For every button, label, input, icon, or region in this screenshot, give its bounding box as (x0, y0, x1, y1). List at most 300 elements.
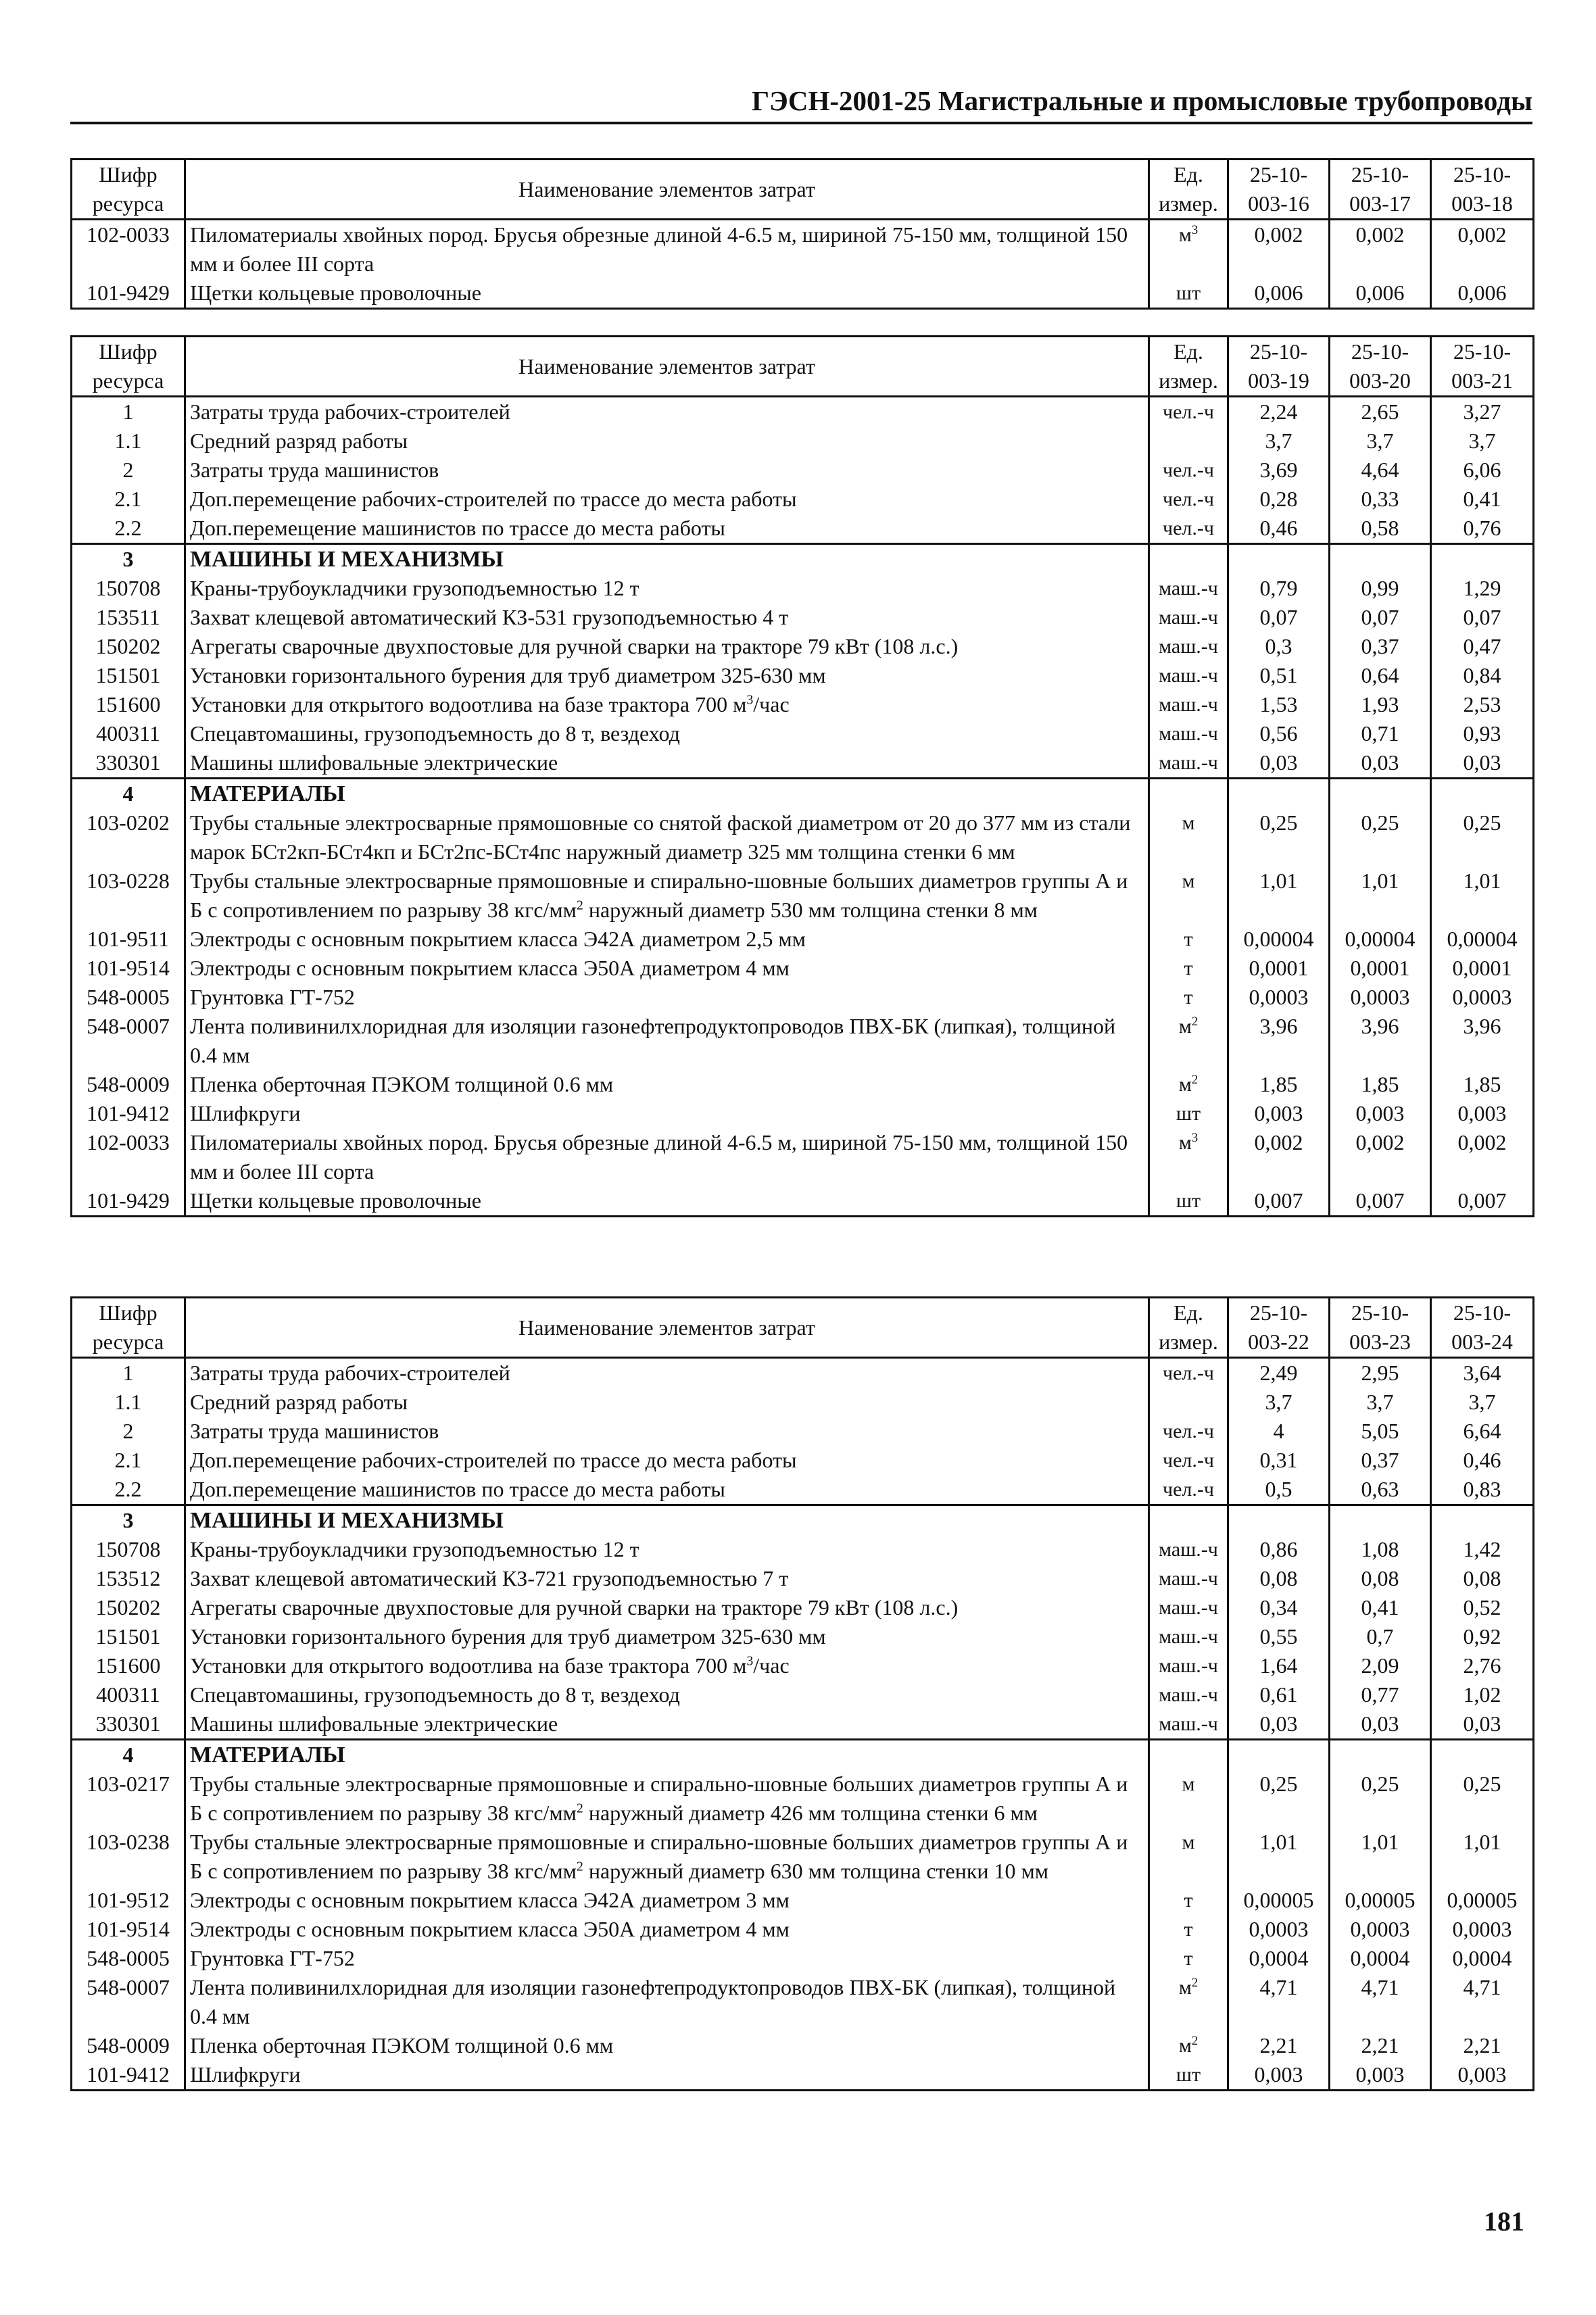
table-row (72, 748, 1534, 779)
norm-value: 0,0003 (1330, 983, 1431, 1012)
cost-element-name: Трубы стальные электросварные прямошовные со снятой фаской диаметром от 20 до 377 мм из стали марок БСт2кп-БСт4кп и БСт2пс-БСт4пс наружный диаметр 325 мм толщина стенки 6 мм (185, 808, 1149, 867)
norm-value: 3,7 (1431, 427, 1534, 456)
resource-code: 101-9412 (72, 1099, 185, 1128)
resource-code: 4 (72, 1740, 185, 1770)
table-row (72, 2060, 1534, 2091)
page-header-title: ГЭСН-2001-25 Магистральные и промысловые трубопроводы (751, 85, 1532, 116)
cost-element-name: Установки для открытого водоотлива на базе трактора 700 $м^3$/час (185, 1651, 1149, 1680)
norm-value: 1,01 (1228, 1828, 1330, 1886)
cost-element-name: Шлифкруги (185, 1099, 1149, 1128)
unit-of-measure: м (1149, 808, 1228, 867)
norm-value: 0,0004 (1330, 1944, 1431, 1973)
resource-code: 150708 (72, 1535, 185, 1564)
resource-code: 1.1 (72, 427, 185, 456)
table-row (72, 1651, 1534, 1680)
cost-element-name: Щетки кольцевые проволочные (185, 278, 1149, 309)
unit-of-measure: маш.-ч (1149, 603, 1228, 632)
unit-of-measure: чел.-ч (1149, 485, 1228, 514)
norm-value: 1,01 (1431, 867, 1534, 925)
norm-value: 0,03 (1330, 748, 1431, 779)
norm-value: 2,24 (1228, 397, 1330, 427)
page-number: 181 (1484, 2206, 1524, 2237)
table-row (72, 954, 1534, 983)
norm-value: 1,02 (1431, 1680, 1534, 1709)
norm-value: 0,37 (1330, 1446, 1431, 1475)
norm-value: 0,0003 (1330, 1915, 1431, 1944)
norm-value: 3,96 (1228, 1012, 1330, 1070)
norm-value: 1,08 (1330, 1535, 1431, 1564)
unit-of-measure: чел.-ч (1149, 397, 1228, 427)
norm-value: 2,95 (1330, 1358, 1431, 1388)
table-row (72, 278, 1534, 309)
resource-code: 150202 (72, 632, 185, 661)
resource-code: 2 (72, 1417, 185, 1446)
norm-value: 0,25 (1228, 808, 1330, 867)
table-row (72, 1973, 1534, 2031)
norm-value: 0,006 (1330, 278, 1431, 309)
norm-value: 0,002 (1228, 220, 1330, 279)
superscript-exponent: 2 (576, 1801, 583, 1816)
norm-value: 0,99 (1330, 574, 1431, 603)
norm-value: 0,33 (1330, 485, 1431, 514)
unit-of-measure: м (1149, 1828, 1228, 1886)
superscript-exponent: 2 (1191, 2034, 1199, 2048)
cost-element-name: Затраты труда машинистов (185, 456, 1149, 485)
norm-value: 3,96 (1330, 1012, 1431, 1070)
cost-element-name: Машины шлифовальные электрические (185, 1709, 1149, 1740)
norm-value: 6,06 (1431, 456, 1534, 485)
cost-element-name: Грунтовка ГТ-752 (185, 983, 1149, 1012)
resource-code: 548-0009 (72, 1070, 185, 1099)
norm-value: 0,25 (1330, 1770, 1431, 1828)
resource-code: 400311 (72, 719, 185, 748)
column-header-name: Наименование элементов затрат (185, 160, 1149, 220)
norm-value: 0,25 (1228, 1770, 1330, 1828)
norm-value: 4,71 (1431, 1973, 1534, 2031)
norm-value: 4,64 (1330, 456, 1431, 485)
cost-element-name: Шлифкруги (185, 2060, 1149, 2091)
table-row (72, 1358, 1534, 1388)
cost-element-name: Затраты труда машинистов (185, 1417, 1149, 1446)
unit-of-measure: т (1149, 1944, 1228, 1973)
resource-code: 101-9429 (72, 1186, 185, 1217)
superscript-exponent: 3 (1191, 1131, 1199, 1145)
section-title: МАШИНЫ И МЕХАНИЗМЫ (185, 1505, 1149, 1536)
norm-value: 0,93 (1431, 719, 1534, 748)
cost-element-name: Доп.перемещение рабочих-строителей по трассе до места работы (185, 485, 1149, 514)
column-header-name: Наименование элементов затрат (185, 337, 1149, 397)
norm-value: 0,46 (1431, 1446, 1534, 1475)
column-header-norm-code: 25-10-003-22 (1228, 1298, 1330, 1358)
resource-code: 2 (72, 456, 185, 485)
cost-element-name: Захват клещевой автоматический КЗ-721 грузоподъемностью 7 т (185, 1564, 1149, 1593)
norm-value: 1,01 (1330, 1828, 1431, 1886)
table-row (72, 1388, 1534, 1417)
superscript-exponent: 2 (576, 898, 583, 913)
cost-table-3 (70, 1296, 1534, 2091)
norm-value: 0,0004 (1228, 1944, 1330, 1973)
column-header-unit: Ед. измер. (1149, 1298, 1228, 1358)
table-row (72, 574, 1534, 603)
table-row (72, 1186, 1534, 1217)
cost-element-name: Доп.перемещение машинистов по трассе до места работы (185, 514, 1149, 544)
norm-value: 1,85 (1431, 1070, 1534, 1099)
norm-value: 0,003 (1431, 1099, 1534, 1128)
unit-of-measure: чел.-ч (1149, 514, 1228, 544)
resource-code: 101-9412 (72, 2060, 185, 2091)
unit-of-measure: чел.-ч (1149, 1446, 1228, 1475)
norm-value (1431, 1505, 1534, 1536)
table-row (72, 1070, 1534, 1099)
norm-value: 2,09 (1330, 1651, 1431, 1680)
cost-element-name: Установки горизонтального бурения для труб диаметром 325-630 мм (185, 661, 1149, 690)
norm-value: 0,84 (1431, 661, 1534, 690)
table-row (72, 1417, 1534, 1446)
cost-element-name: Краны-трубоукладчики грузоподъемностью 12 т (185, 574, 1149, 603)
unit-of-measure: маш.-ч (1149, 1709, 1228, 1740)
cost-element-name: Спецавтомашины, грузоподъемность до 8 т, вездеход (185, 1680, 1149, 1709)
superscript-exponent: 2 (1191, 1073, 1199, 1087)
unit-of-measure: маш.-ч (1149, 1622, 1228, 1651)
resource-code: 102-0033 (72, 1128, 185, 1186)
norm-value (1330, 1505, 1431, 1536)
table-row (72, 632, 1534, 661)
norm-value: 0,47 (1431, 632, 1534, 661)
superscript-exponent: 2 (576, 1859, 583, 1874)
norm-value: 0,37 (1330, 632, 1431, 661)
cost-element-name: Пиломатериалы хвойных пород. Брусья обрезные длиной 4-6.5 м, шириной 75-150 мм, толщиной 150 мм и более III сорта (185, 1128, 1149, 1186)
cost-element-name: Установки горизонтального бурения для труб диаметром 325-630 мм (185, 1622, 1149, 1651)
column-header-code: Шифр ресурса (72, 337, 185, 397)
norm-value: 0,56 (1228, 719, 1330, 748)
resource-code: 548-0005 (72, 1944, 185, 1973)
norm-value: 3,7 (1330, 1388, 1431, 1417)
table-row (72, 427, 1534, 456)
norm-value: 0,51 (1228, 661, 1330, 690)
norm-value: 0,07 (1431, 603, 1534, 632)
column-header-norm-code: 25-10-003-24 (1431, 1298, 1534, 1358)
norm-value: 0,03 (1431, 748, 1534, 779)
table-row (72, 1128, 1534, 1186)
cost-element-name: Лента поливинилхлоридная для изоляции газонефтепродуктопроводов ПВХ-БК (липкая), толщиной 0.4 мм (185, 1012, 1149, 1070)
norm-value: 0,003 (1431, 2060, 1534, 2091)
resource-code: 153511 (72, 603, 185, 632)
cost-element-name: Щетки кольцевые проволочные (185, 1186, 1149, 1217)
resource-code: 400311 (72, 1680, 185, 1709)
norm-value: 0,63 (1330, 1475, 1431, 1505)
unit-of-measure: $м^2$ (1149, 1012, 1228, 1070)
column-header-norm-code: 25-10-003-19 (1228, 337, 1330, 397)
resource-code: 103-0238 (72, 1828, 185, 1886)
unit-of-measure: маш.-ч (1149, 719, 1228, 748)
norm-value: 0,003 (1330, 2060, 1431, 2091)
norm-value: 0,0001 (1228, 954, 1330, 983)
norm-value: 0,61 (1228, 1680, 1330, 1709)
cost-element-name: Электроды с основным покрытием класса Э42А диаметром 2,5 мм (185, 925, 1149, 954)
norm-value: 0,08 (1228, 1564, 1330, 1593)
cost-element-name: Грунтовка ГТ-752 (185, 1944, 1149, 1973)
cost-element-name: Пленка оберточная ПЭКОМ толщиной 0.6 мм (185, 2031, 1149, 2060)
norm-value: 0,25 (1431, 808, 1534, 867)
unit-of-measure: $м^2$ (1149, 1070, 1228, 1099)
unit-of-measure: чел.-ч (1149, 1475, 1228, 1505)
norm-value: 0,08 (1330, 1564, 1431, 1593)
norm-value: 0,0003 (1228, 983, 1330, 1012)
unit-of-measure (1149, 1388, 1228, 1417)
norm-value: 4,71 (1330, 1973, 1431, 2031)
norm-value (1228, 1505, 1330, 1536)
table-row (72, 1475, 1534, 1505)
norm-value: 0,002 (1431, 1128, 1534, 1186)
cost-element-name: Средний разряд работы (185, 1388, 1149, 1417)
norm-value: 0,0001 (1431, 954, 1534, 983)
resource-code: 151501 (72, 661, 185, 690)
cost-element-name: Доп.перемещение рабочих-строителей по трассе до места работы (185, 1446, 1149, 1475)
column-header-code: Шифр ресурса (72, 1298, 185, 1358)
column-header-norm-code: 25-10-003-16 (1228, 160, 1330, 220)
unit-of-measure: т (1149, 925, 1228, 954)
norm-value: 0,00004 (1330, 925, 1431, 954)
unit-of-measure: чел.-ч (1149, 1358, 1228, 1388)
table-row (72, 1709, 1534, 1740)
norm-value (1431, 544, 1534, 575)
norm-value: 3,27 (1431, 397, 1534, 427)
unit-of-measure: маш.-ч (1149, 632, 1228, 661)
norm-value: 0,007 (1431, 1186, 1534, 1217)
cost-element-name: Затраты труда рабочих-строителей (185, 397, 1149, 427)
superscript-exponent: 2 (1191, 1976, 1199, 1990)
unit-of-measure: маш.-ч (1149, 661, 1228, 690)
resource-code: 103-0217 (72, 1770, 185, 1828)
superscript-exponent: 2 (1191, 1015, 1199, 1029)
unit-of-measure: $м^2$ (1149, 2031, 1228, 2060)
norm-value: 3,96 (1431, 1012, 1534, 1070)
unit-of-measure: маш.-ч (1149, 574, 1228, 603)
table-row (72, 1886, 1534, 1915)
table-row (72, 690, 1534, 719)
cost-element-name: Средний разряд работы (185, 427, 1149, 456)
norm-value: 0,46 (1228, 514, 1330, 544)
norm-value: 1,85 (1228, 1070, 1330, 1099)
norm-value: 3,7 (1431, 1388, 1534, 1417)
cost-element-name: Трубы стальные электросварные прямошовные и спирально-шовные больших диаметров группы А и Б с сопротивлением по разрыву 38 кгс/$мм^2$ наружный диаметр 426 мм толщина стенки 6 мм (185, 1770, 1149, 1828)
norm-value: 0,28 (1228, 485, 1330, 514)
resource-code: 4 (72, 779, 185, 809)
table-row (72, 719, 1534, 748)
unit-of-measure: маш.-ч (1149, 748, 1228, 779)
table-row (72, 1099, 1534, 1128)
norm-value: 3,7 (1228, 1388, 1330, 1417)
unit-of-measure: $м^2$ (1149, 1973, 1228, 2031)
norm-value: 1,93 (1330, 690, 1431, 719)
unit-of-measure: т (1149, 983, 1228, 1012)
norm-value: 5,05 (1330, 1417, 1431, 1446)
unit-of-measure: маш.-ч (1149, 1535, 1228, 1564)
norm-value: 0,71 (1330, 719, 1431, 748)
norm-value: 0,002 (1228, 1128, 1330, 1186)
norm-value: 0,00005 (1228, 1886, 1330, 1915)
unit-of-measure: шт (1149, 278, 1228, 309)
cost-element-name: Лента поливинилхлоридная для изоляции газонефтепродуктопроводов ПВХ-БК (липкая), толщиной 0.4 мм (185, 1973, 1149, 2031)
table-row (72, 661, 1534, 690)
table-header-row (72, 160, 1534, 220)
table-row (72, 925, 1534, 954)
norm-value: 4,71 (1228, 1973, 1330, 2031)
norm-value: 0,25 (1431, 1770, 1534, 1828)
cost-element-name: Трубы стальные электросварные прямошовные и спирально-шовные больших диаметров группы А и Б с сопротивлением по разрыву 38 кгс/$мм^2$ наружный диаметр 630 мм толщина стенки 10 мм (185, 1828, 1149, 1886)
resource-code: 151501 (72, 1622, 185, 1651)
norm-value: 0,79 (1228, 574, 1330, 603)
cost-table-1 (70, 158, 1534, 310)
unit-of-measure (1149, 427, 1228, 456)
table-row (72, 1680, 1534, 1709)
cost-element-name: Электроды с основным покрытием класса Э50А диаметром 4 мм (185, 954, 1149, 983)
cost-table-2 (70, 335, 1534, 1217)
norm-value: 1,85 (1330, 1070, 1431, 1099)
table-row (72, 1593, 1534, 1622)
norm-value: 3,69 (1228, 456, 1330, 485)
table-row (72, 983, 1534, 1012)
norm-value: 6,64 (1431, 1417, 1534, 1446)
norm-value: 1,29 (1431, 574, 1534, 603)
table-row (72, 2031, 1534, 2060)
norm-value: 0,77 (1330, 1680, 1431, 1709)
cost-element-name: Доп.перемещение машинистов по трассе до места работы (185, 1475, 1149, 1505)
table-row (72, 397, 1534, 427)
norm-value: 0,3 (1228, 632, 1330, 661)
resource-code: 153512 (72, 1564, 185, 1593)
table-row (72, 1828, 1534, 1886)
norm-value: 1,01 (1330, 867, 1431, 925)
unit-of-measure: т (1149, 1915, 1228, 1944)
norm-value: 1,01 (1431, 1828, 1534, 1886)
resource-code: 1 (72, 397, 185, 427)
norm-value: 0,002 (1330, 220, 1431, 279)
norm-value: 0,92 (1431, 1622, 1534, 1651)
section-heading-row (72, 1740, 1534, 1770)
norm-value: 2,65 (1330, 397, 1431, 427)
norm-value: 0,002 (1431, 220, 1534, 279)
norm-value (1431, 1740, 1534, 1770)
norm-value (1330, 779, 1431, 809)
unit-of-measure: шт (1149, 1099, 1228, 1128)
unit-of-measure: шт (1149, 2060, 1228, 2091)
superscript-exponent: 3 (746, 1653, 754, 1669)
section-title: МАТЕРИАЛЫ (185, 779, 1149, 809)
cost-element-name: Краны-трубоукладчики грузоподъемностью 12 т (185, 1535, 1149, 1564)
norm-value: 0,86 (1228, 1535, 1330, 1564)
table-header-row (72, 337, 1534, 397)
norm-value: 0,002 (1330, 1128, 1431, 1186)
norm-value: 0,007 (1330, 1186, 1431, 1217)
table-row (72, 485, 1534, 514)
resource-code: 103-0228 (72, 867, 185, 925)
cost-element-name: Агрегаты сварочные двухпостовые для ручной сварки на тракторе 79 кВт (108 л.с.) (185, 1593, 1149, 1622)
norm-value: 0,5 (1228, 1475, 1330, 1505)
resource-code: 2.2 (72, 514, 185, 544)
unit-of-measure: м (1149, 1770, 1228, 1828)
norm-value: 2,76 (1431, 1651, 1534, 1680)
norm-value (1228, 779, 1330, 809)
column-header-norm-code: 25-10-003-17 (1330, 160, 1431, 220)
resource-code: 1.1 (72, 1388, 185, 1417)
table-row (72, 1915, 1534, 1944)
unit-of-measure: чел.-ч (1149, 456, 1228, 485)
norm-value: 0,55 (1228, 1622, 1330, 1651)
table-row (72, 456, 1534, 485)
resource-code: 101-9514 (72, 1915, 185, 1944)
table-row (72, 1564, 1534, 1593)
norm-value: 0,34 (1228, 1593, 1330, 1622)
unit-of-measure (1149, 1505, 1228, 1536)
superscript-exponent: 3 (1191, 223, 1199, 237)
column-header-code: Шифр ресурса (72, 160, 185, 220)
norm-value (1228, 544, 1330, 575)
norm-value (1330, 1740, 1431, 1770)
resource-code: 150708 (72, 574, 185, 603)
cost-element-name: Агрегаты сварочные двухпостовые для ручной сварки на тракторе 79 кВт (108 л.с.) (185, 632, 1149, 661)
resource-code: 2.1 (72, 1446, 185, 1475)
norm-value (1228, 1740, 1330, 1770)
table-row (72, 867, 1534, 925)
resource-code: 330301 (72, 748, 185, 779)
table-row (72, 1446, 1534, 1475)
column-header-norm-code: 25-10-003-18 (1431, 160, 1534, 220)
cost-element-name: Машины шлифовальные электрические (185, 748, 1149, 779)
norm-value: 0,00005 (1431, 1886, 1534, 1915)
norm-value: 0,07 (1228, 603, 1330, 632)
unit-of-measure (1149, 1740, 1228, 1770)
column-header-norm-code: 25-10-003-23 (1330, 1298, 1431, 1358)
norm-value: 1,42 (1431, 1535, 1534, 1564)
unit-of-measure: т (1149, 954, 1228, 983)
norm-value: 0,00004 (1431, 925, 1534, 954)
column-header-unit: Ед. измер. (1149, 337, 1228, 397)
column-header-norm-code: 25-10-003-20 (1330, 337, 1431, 397)
norm-value: 0,07 (1330, 603, 1431, 632)
norm-value: 0,0001 (1330, 954, 1431, 983)
norm-value: 0,52 (1431, 1593, 1534, 1622)
unit-of-measure (1149, 544, 1228, 575)
cost-element-name: Трубы стальные электросварные прямошовные и спирально-шовные больших диаметров группы А и Б с сопротивлением по разрыву 38 кгс/$мм^2$ наружный диаметр 530 мм толщина стенки 8 мм (185, 867, 1149, 925)
norm-value: 3,64 (1431, 1358, 1534, 1388)
norm-value: 0,007 (1228, 1186, 1330, 1217)
norm-value: 0,006 (1431, 278, 1534, 309)
resource-code: 101-9511 (72, 925, 185, 954)
resource-code: 150202 (72, 1593, 185, 1622)
unit-of-measure: маш.-ч (1149, 1593, 1228, 1622)
unit-of-measure: шт (1149, 1186, 1228, 1217)
section-title: МАТЕРИАЛЫ (185, 1740, 1149, 1770)
resource-code: 548-0005 (72, 983, 185, 1012)
unit-of-measure: маш.-ч (1149, 1680, 1228, 1709)
norm-value: 2,49 (1228, 1358, 1330, 1388)
resource-code: 102-0033 (72, 220, 185, 279)
header-rule (70, 122, 1532, 124)
unit-of-measure: маш.-ч (1149, 690, 1228, 719)
table-row (72, 808, 1534, 867)
norm-value: 0,58 (1330, 514, 1431, 544)
section-heading-row (72, 1505, 1534, 1536)
column-header-name: Наименование элементов затрат (185, 1298, 1149, 1358)
norm-value: 0,08 (1431, 1564, 1534, 1593)
resource-code: 548-0007 (72, 1973, 185, 2031)
section-heading-row (72, 779, 1534, 809)
table-row (72, 603, 1534, 632)
cost-element-name: Электроды с основным покрытием класса Э50А диаметром 4 мм (185, 1915, 1149, 1944)
resource-code: 151600 (72, 690, 185, 719)
norm-value: 0,03 (1228, 748, 1330, 779)
